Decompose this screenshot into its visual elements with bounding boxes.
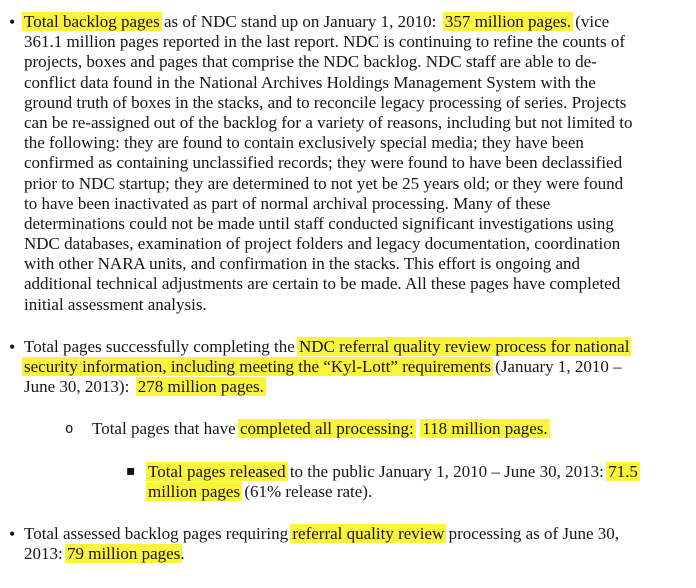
text-segment: can be re-assigned out of the backlog for a variety of reasons, including but not limited to bbox=[24, 112, 633, 132]
text-line bbox=[24, 52, 696, 72]
circle-bullet-icon: o bbox=[65, 421, 74, 438]
disc-bullet-icon: • bbox=[9, 523, 16, 544]
text-line bbox=[92, 419, 696, 439]
text-segment: June 30, 2013): bbox=[24, 377, 138, 397]
text-line bbox=[24, 194, 696, 214]
text-line bbox=[24, 12, 696, 32]
sub-sub-bullet-item-pages-released bbox=[0, 462, 696, 502]
text-segment: 361.1 million pages reported in the last report. NDC is continuing to refine the counts of bbox=[24, 32, 626, 52]
text-segment: 2013: bbox=[24, 544, 67, 564]
text-segment: projects, boxes and pages that comprise the NDC backlog. NDC staff are able to de- bbox=[24, 52, 597, 72]
text-segment: determinations could not be made until staff conducted significant investigations using bbox=[24, 213, 614, 233]
highlighted-text: completed all processing: bbox=[239, 419, 414, 439]
text-line bbox=[24, 214, 696, 234]
disc-bullet-icon: • bbox=[9, 12, 16, 32]
text-segment: conflict data found in the National Archives Holdings Management System with the bbox=[24, 72, 596, 92]
text-segment: (January 1, 2010 – bbox=[490, 357, 622, 376]
highlighted-text: NDC referral quality review process for national bbox=[299, 336, 630, 356]
text-line bbox=[24, 133, 696, 153]
highlighted-text: Total backlog pages bbox=[24, 12, 160, 31]
text-segment: processing as of June 30, bbox=[444, 523, 620, 543]
text-line bbox=[24, 93, 696, 113]
bullet-text bbox=[24, 524, 696, 564]
text-segment: initial assessment analysis. bbox=[24, 294, 207, 314]
text-line bbox=[24, 234, 696, 254]
highlighted-text: security information, including meeting the “Kyl-Lott” requirements bbox=[24, 357, 491, 376]
bullet-text bbox=[24, 337, 696, 398]
text-line bbox=[24, 357, 696, 377]
highlighted-text: 278 million pages. bbox=[137, 377, 264, 397]
text-segment: (vice bbox=[571, 12, 610, 31]
text-segment: Total pages that have bbox=[92, 419, 240, 439]
text-segment: NDC databases, examination of project folders and legacy documentation, coordination bbox=[24, 234, 621, 254]
highlighted-text: Total pages released bbox=[148, 461, 286, 481]
text-line bbox=[24, 32, 696, 52]
text-segment bbox=[414, 419, 423, 438]
text-line bbox=[148, 462, 696, 482]
text-segment: as of NDC stand up on January 1, 2010: bbox=[159, 12, 445, 31]
text-segment: additional technical adjustments are certain to be made. All these pages have completed bbox=[24, 274, 621, 294]
bullet-text bbox=[24, 12, 696, 315]
highlighted-text: 79 million pages bbox=[66, 544, 181, 564]
sub-bullet-item-completed-processing bbox=[0, 419, 696, 439]
square-bullet-icon: ▪ bbox=[126, 462, 136, 479]
highlighted-text: 118 million pages. bbox=[422, 419, 548, 439]
bullet-item-total-backlog bbox=[0, 12, 696, 315]
text-line bbox=[24, 113, 696, 133]
highlighted-text: 71.5 bbox=[608, 461, 638, 481]
highlighted-text: 357 million pages. bbox=[444, 12, 571, 31]
text-segment: the following: they are found to contain exclusively special media; they have been bbox=[24, 133, 584, 153]
highlighted-text: million pages bbox=[148, 481, 241, 501]
text-line bbox=[24, 274, 696, 294]
disc-bullet-icon: • bbox=[9, 336, 16, 357]
text-segment: confirmed as containing unclassified records; they were found to have been declassified bbox=[24, 153, 623, 173]
text-segment: Total pages successfully completing the bbox=[24, 336, 299, 356]
bullet-item-referral-quality-review bbox=[0, 337, 696, 398]
text-segment: prior to NDC startup; they are determined to not yet be 25 years old; or they were found bbox=[24, 173, 624, 193]
text-line bbox=[24, 295, 696, 315]
text-segment: to have been inactivated as part of normal archival processing. Many of these bbox=[24, 193, 551, 213]
text-line bbox=[24, 544, 696, 564]
text-segment: to the public January 1, 2010 – June 30, 2013: bbox=[285, 461, 609, 481]
text-segment: . bbox=[180, 544, 185, 564]
text-line bbox=[24, 174, 696, 194]
text-line bbox=[24, 337, 696, 357]
text-line bbox=[24, 73, 696, 93]
text-line bbox=[24, 524, 696, 544]
text-line bbox=[148, 482, 696, 502]
text-segment: ground truth of boxes in the stacks, and to reconcile legacy processing of series. Projects bbox=[24, 92, 627, 112]
bullet-text bbox=[148, 462, 696, 502]
text-line bbox=[24, 254, 696, 274]
bullet-item-assessed-backlog bbox=[0, 524, 696, 564]
text-segment: (61% release rate). bbox=[240, 481, 373, 501]
highlighted-text: referral quality review bbox=[292, 523, 445, 543]
text-segment: Total assessed backlog pages requiring bbox=[24, 523, 293, 543]
text-segment: with other NARA units, and confirmation in the stacks. This effort is ongoing and bbox=[24, 254, 581, 274]
text-line bbox=[24, 153, 696, 173]
bullet-text bbox=[92, 419, 696, 439]
text-line bbox=[24, 377, 696, 397]
